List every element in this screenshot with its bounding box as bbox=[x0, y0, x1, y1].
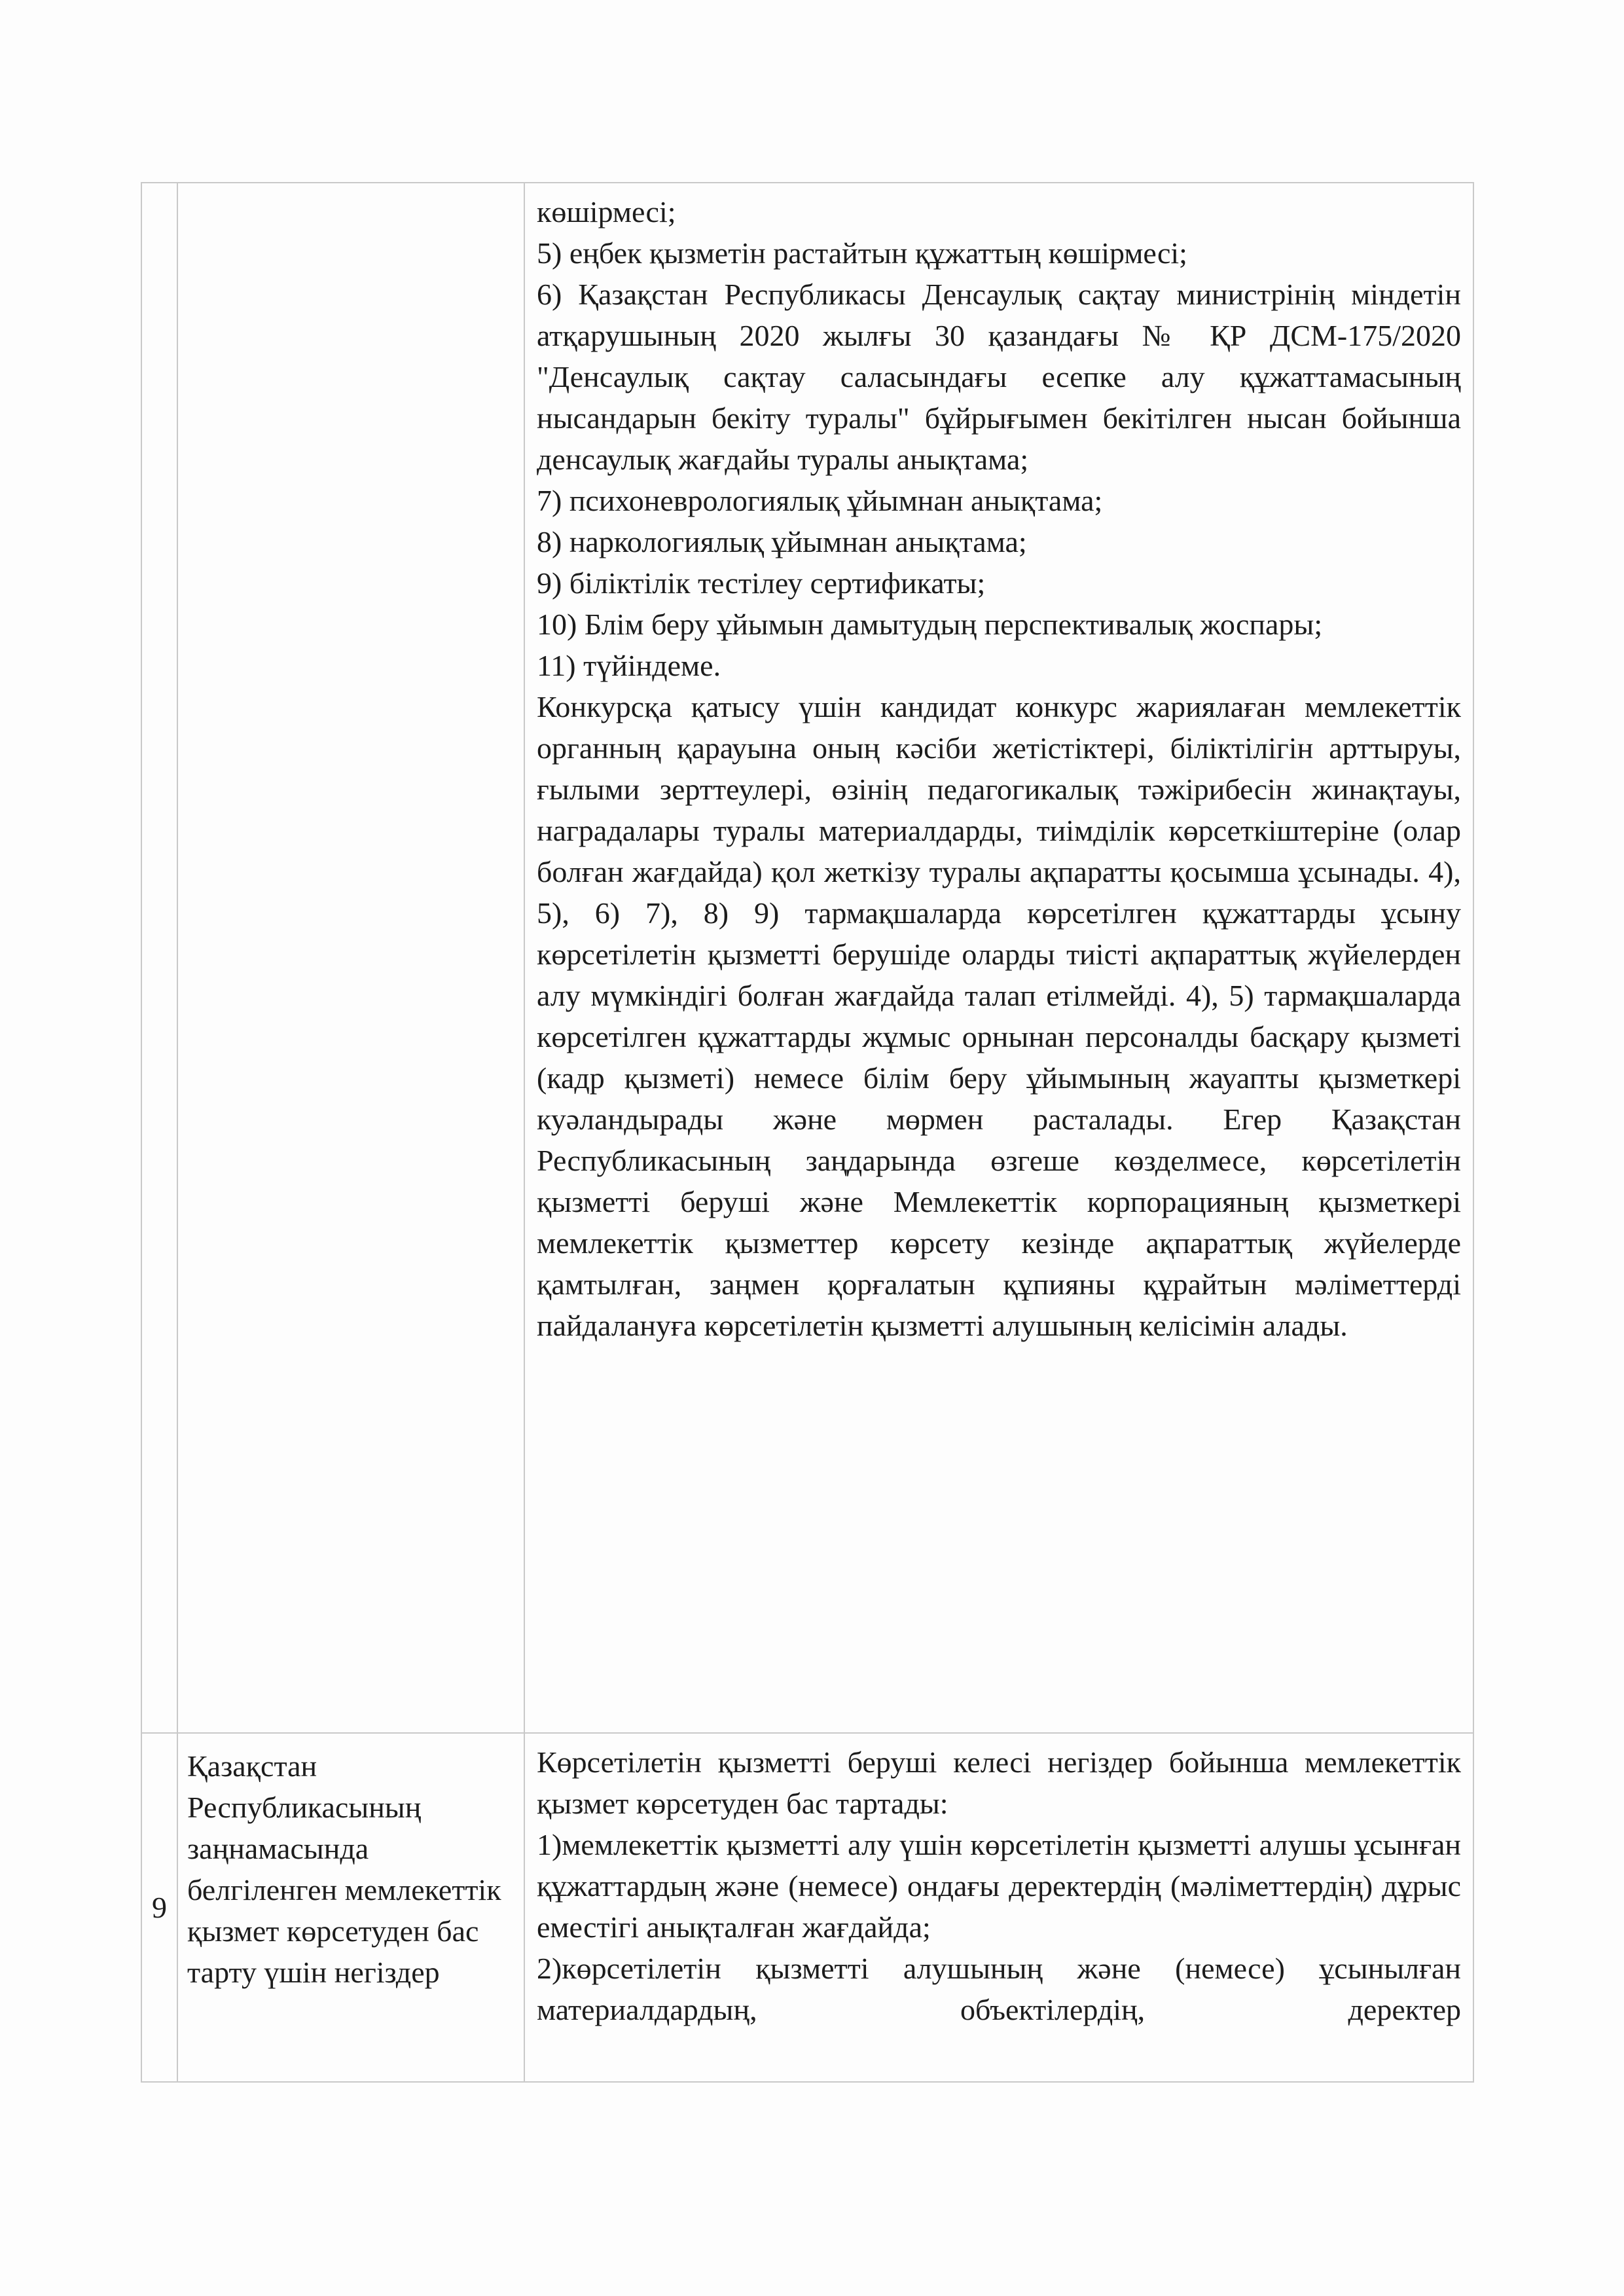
row-content-cell bbox=[524, 183, 1473, 1733]
table-row bbox=[141, 1733, 1473, 2082]
paragraph: Көрсетілетін қызметті беруші келесі негіздер бойынша мемлекеттік қызмет көрсетуден бас тартады: bbox=[537, 1745, 1461, 1820]
paragraph: 1)мемлекеттік қызметті алу үшін көрсетілетін қызметті алушы ұсынған құжаттардың және (немесе) ондағы деректердің (мәліметтердің) дұрыс еместігі анықталған жағдайда; bbox=[537, 1828, 1461, 1944]
table-row bbox=[141, 183, 1473, 1733]
paragraph: 2)көрсетілетін қызметті алушының және (немесе) ұсынылған материалдардың, объектілердің, деректер bbox=[537, 1952, 1461, 2026]
paragraph: 11) түйіндеме. bbox=[537, 649, 721, 682]
row-number-cell bbox=[141, 183, 177, 1733]
paragraph: 6) Қазақстан Республикасы Денсаулық сақтау министрінің міндетін атқарушының 2020 жылғы 30 қазандағы № ҚР ДСМ-175/2020 "Денсаулық сақтау саласындағы есепке алу құжаттамасының нысандарын бекіту туралы" бұйрығымен бекітілген нысан бойынша денсаулық жағдайы туралы анықтама; bbox=[537, 278, 1461, 476]
paragraph: 8) наркологиялық ұйымнан анықтама; bbox=[537, 525, 1027, 558]
paragraph: 10) Блім беру ұйымын дамытудың перспективалық жоспары; bbox=[537, 608, 1323, 641]
services-table bbox=[141, 182, 1474, 2083]
paragraph: 5) еңбек қызметін растайтын құжаттың көшірмесі; bbox=[537, 236, 1187, 270]
row-title-cell bbox=[177, 1733, 524, 2082]
paragraph: көшірмесі; bbox=[537, 195, 676, 228]
row-title-cell bbox=[177, 183, 524, 1733]
paragraph: Конкурсқа қатысу үшін кандидат конкурс жариялаған мемлекеттік органның қарауына оның кәсіби жетістіктері, біліктілігін арттыруы, ғылыми зерттеулері, өзінің педагогикалық тәжірибесін жинақтауы, наградалары туралы материалдарды, тиімділік көрсеткіштеріне (олар болған жағдайда) қол жеткізу туралы ақпаратты қосымша ұсынады. 4), 5), 6) 7), 8) 9) тармақшаларда көрсетілген құжаттарды ұсыну көрсетілетін қызметті берушіде оларды тиісті ақпараттық жүйелерден алу мүмкіндігі болған жағдайда талап етілмейді. 4), 5) тармақшаларда көрсетілген құжаттарды жұмыс орнынан персоналды басқару қызметі (кадр қызметі) немесе білім беру ұйымының жауапты қызметкері куәландырады және мөрмен расталады. Егер Қазақстан Республикасының заңдарында өзгеше көзделмесе, көрсетілетін қызметті беруші және Мемлекеттік корпорацияның қызметкері мемлекеттік қызметтер көрсету кезінде ақпараттық жүйелерде қамтылған, заңмен қорғалатын құпияны құрайтын мәліметтерді пайдалануға көрсетілетін қызметті алушының келісімін алады. bbox=[537, 690, 1461, 1342]
row-number-cell: 9 bbox=[141, 1733, 177, 2082]
paragraph: 7) психоневрологиялық ұйымнан анықтама; bbox=[537, 484, 1103, 517]
paragraph: 9) біліктілік тестілеу сертификаты; bbox=[537, 566, 986, 600]
row-title: Қазақстан Республикасының заңнамасында белгіленген мемлекеттік қызмет көрсетуден бас тарту үшін негіздер bbox=[187, 1749, 501, 1989]
row-content-cell bbox=[524, 1733, 1473, 2082]
